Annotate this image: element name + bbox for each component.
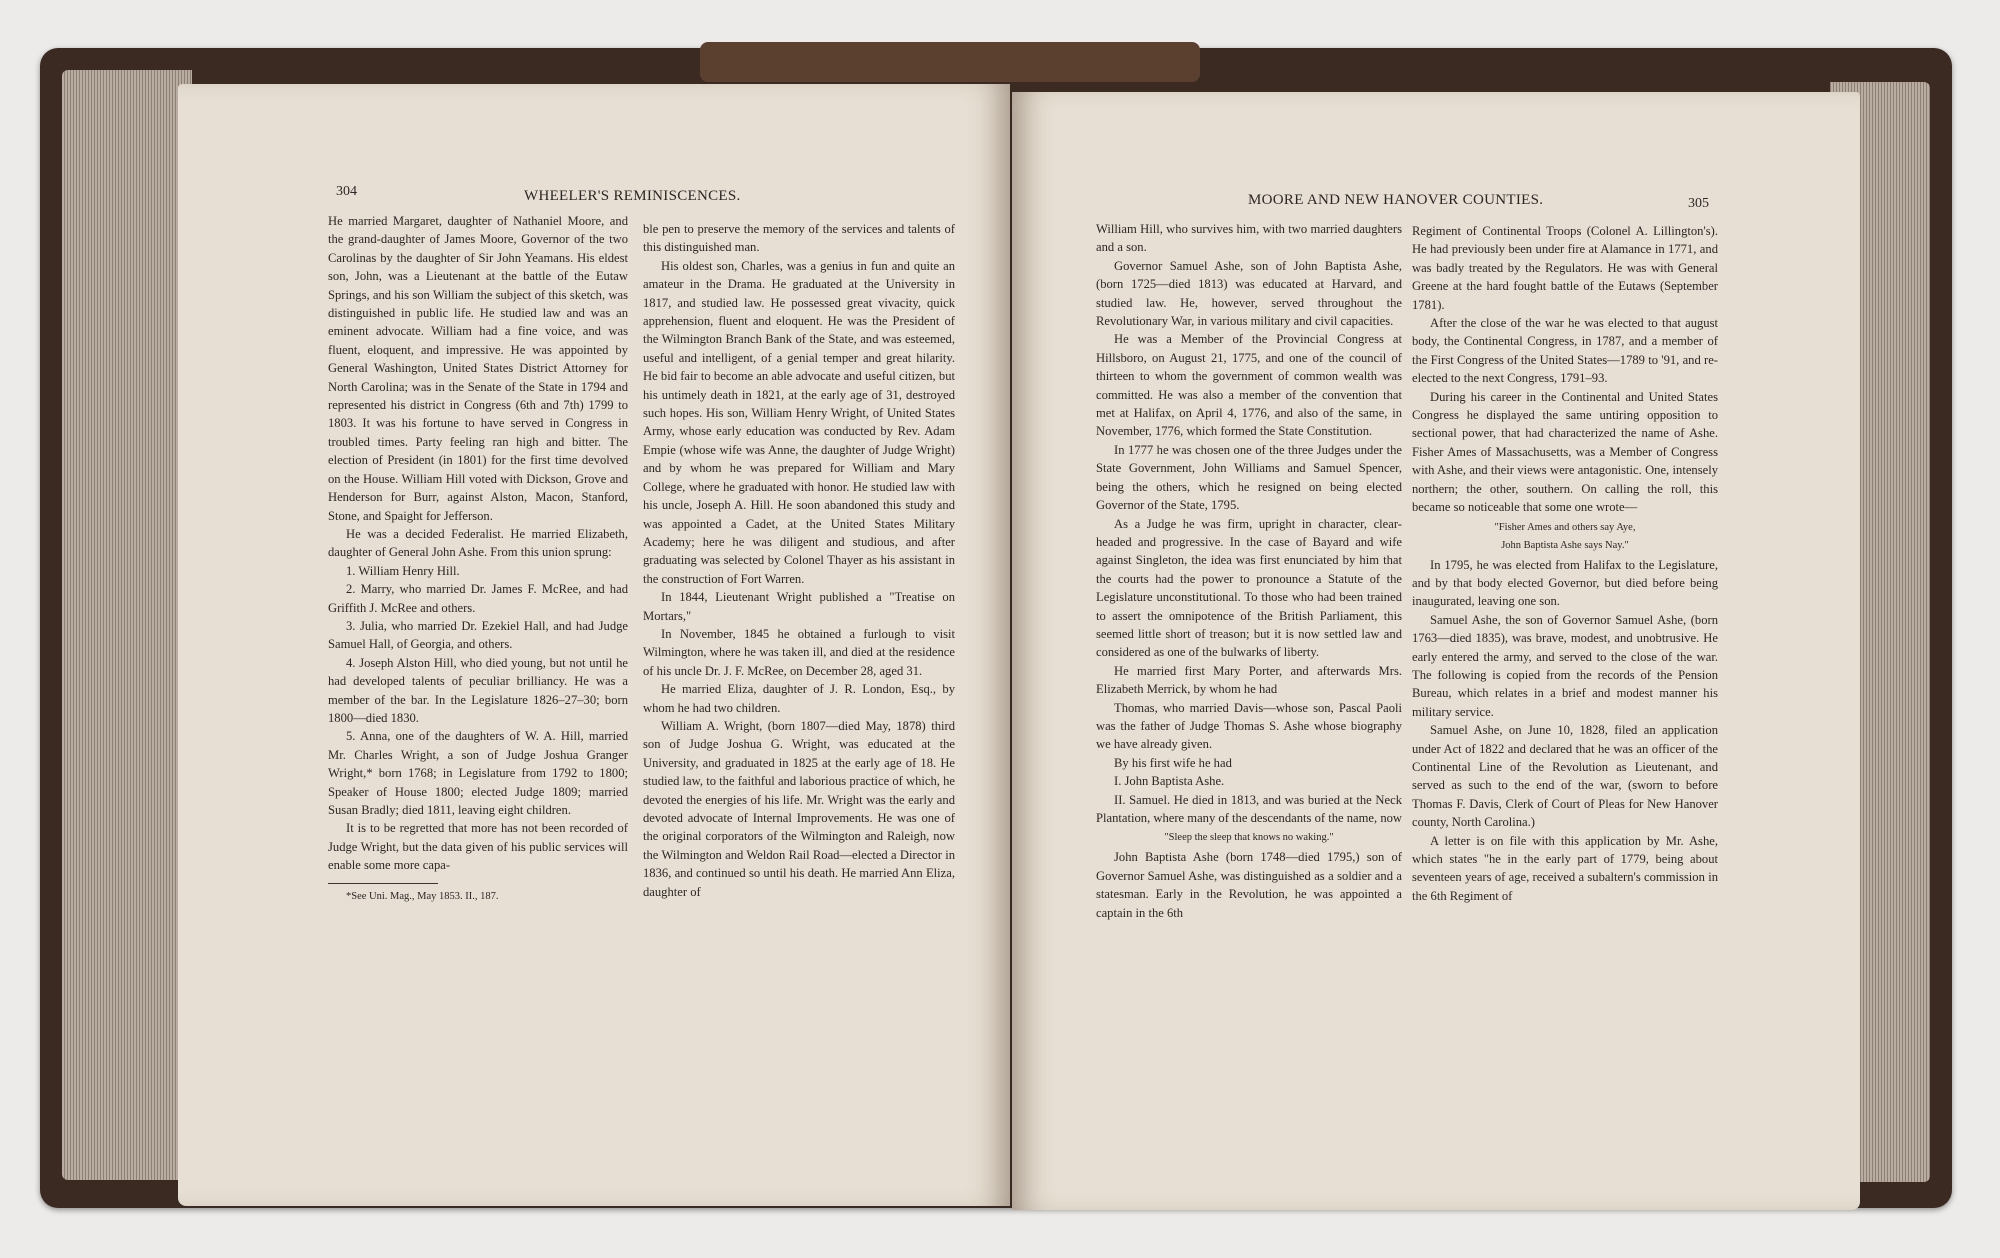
list-item: 1. William Henry Hill. [346, 563, 460, 578]
paragraph: William Hill, who survives him, with two married daughters and a son. [1096, 222, 1402, 255]
list-item: II. Samuel. He died in 1813, and was buried at the Neck Plantation, where many of the descendants of the name, now [1096, 792, 1403, 825]
paragraph: He was a Member of the Provincial Congress at Hillsboro, on August 21, 1775, and one of the council of thirteen to whom the government of common wealth was committed. He was also a member of the convention that met at Halifax, on April 4, 1776, and also of the same, in November, 1776, which formed the State Constitution. [1096, 332, 1402, 439]
left-column-1 [328, 212, 628, 906]
paragraph: In 1844, Lieutenant Wright published a "Treatise on Mortars," [643, 590, 955, 623]
paragraph: It is to be regretted that more has not been recorded of Judge Wright, but the data given of his public services will enable some more capa- [328, 821, 628, 873]
paragraph: Samuel Ashe, the son of Governor Samuel Ashe, (born 1763—died 1835), was brave, modest, and unobtrusive. He early entered the army, and served to the close of the war. The following is copied from the records of the Pension Bureau, which relates in a brief and modest manner his military service. [1412, 612, 1718, 719]
list-item: 2. Marry, who married Dr. James F. McRee, and had Griffith J. McRee and others. [328, 582, 628, 615]
left-running-head: WHEELER'S REMINISCENCES. [524, 188, 741, 204]
page-edges-left [62, 70, 192, 1180]
paragraph: In November, 1845 he obtained a furlough to visit Wilmington, where he was taken ill, and died at the residence of his uncle Dr. J. F. McRee, on December 28, aged 31. [643, 626, 955, 678]
paragraph: A letter is on file with this application by Mr. Ashe, which states "he in the early part of 1779, being about seventeen years of age, received a subaltern's commission in the 6th Regiment of [1412, 833, 1718, 903]
paragraph: In 1777 he was chosen one of the three Judges under the State Government, John Williams and Samuel Spencer, being the others, which he resigned on being elected Governor of the State, 1795. [1096, 442, 1402, 513]
right-column-2 [1412, 222, 1718, 905]
right-page [1012, 92, 1860, 1210]
paragraph: He married first Mary Porter, and afterwards Mrs. Elizabeth Merrick, by whom he had [1096, 663, 1402, 697]
verse-line: "Fisher Ames and others say Aye, [1494, 521, 1636, 533]
book-spine [700, 42, 1200, 82]
right-page-number: 305 [1688, 196, 1709, 211]
right-column-1 [1096, 220, 1402, 922]
left-page [178, 84, 1010, 1206]
paragraph: Samuel Ashe, on June 10, 1828, filed an application under Act of 1822 and declared that he was an officer of the Continental Line of the Revolution as Lieutenant, and served as such to the end of the war, (sworn to before Thomas F. Davis, Clerk of Court of Pleas for New Hanover county, North Carolina.) [1412, 723, 1718, 830]
paragraph: He was a decided Federalist. He married Elizabeth, daughter of General John Ashe. From this union sprung: [328, 526, 628, 560]
paragraph: He married Eliza, daughter of J. R. London, Esq., by whom he had two children. [643, 682, 955, 715]
footnote: *See Uni. Mag., May 1853. II., 187. [346, 890, 499, 902]
list-item: 4. Joseph Alston Hill, who died young, but not until he had developed talents of peculiar brilliancy. He was a member of the bar. In the Legislature 1826–27–30; born 1800—died 1830. [328, 655, 628, 725]
left-column-2 [643, 220, 955, 901]
paragraph: Governor Samuel Ashe, son of John Baptista Ashe, (born 1725—died 1813) was educated at Harvard, and studied law. He, however, served throughout the Revolutionary War, in various military and civil capacities. [1096, 258, 1402, 329]
paragraph: In 1795, he was elected from Halifax to the Legislature, and by that body elected Governor, but died before being inaugurated, leaving one son. [1412, 557, 1718, 609]
left-page-number: 304 [336, 184, 357, 199]
paragraph: As a Judge he was firm, upright in character, clear-headed and progressive. In the case of Bayard and wife against Singleton, the idea was first enunciated by him that the courts had the power to pronounce a Statute of the Legislature unconstitutional. To those who had been trained to assert the omnipotence of the British Parliament, this seemed little short of treason; but it is now settled law and considered as one of the bulwarks of liberty. [1096, 516, 1402, 660]
paragraph: After the close of the war he was elected to that august body, the Continental Congress, in 1787, and a member of the First Congress of the United States—1789 to '91, and re-elected to the next Congress, 1791–93. [1412, 316, 1718, 386]
paragraph: He married Margaret, daughter of Nathaniel Moore, and the grand-daughter of James Moore, Governor of the two Carolinas by the daughter of Sir John Yeamans. His eldest son, John, was a Lieutenant at the battle of the Eutaw Springs, and his son William the subject of this sketch, was distinguished in public life. He studied law and was an eminent advocate. William had a fine voice, and was fluent, eloquent, and impressive. He was appointed by General Washington, United States District Attorney for North Carolina; was in the Senate of the State in 1794 and represented his district in Congress (6th and 7th) 1799 to 1803. It was his fortune to have served in Congress in troubled times. Party feeling ran high and bitter. The election of President (in 1801) for the first time devolved on the House. William Hill voted with Dickson, Grove and Henderson for Burr, against Alston, Macon, Stanford, Stone, and Spaight for Jefferson. [328, 214, 628, 523]
quotation: "Sleep the sleep that knows no waking." [1164, 832, 1334, 844]
paragraph: During his career in the Continental and United States Congress he displayed the same untiring opposition to sectional power, that had characterized the name of Ashe. Fisher Ames of Massachusetts, was a Member of Congress with Ashe, and their views were antagonistic. One, intensely northern; the other, southern. On calling the roll, this became so noticeable that some one wrote— [1412, 389, 1718, 515]
paragraph: Regiment of Continental Troops (Colonel A. Lillington's). He had previously been under fire at Alamance in 1771, and was badly treated by the Regulators. He was with General Greene at the hard fought battle of the Eutaws (September 1781). [1412, 224, 1718, 312]
right-running-head: MOORE AND NEW HANOVER COUNTIES. [1248, 192, 1544, 208]
list-item: I. John Baptista Ashe. [1114, 774, 1225, 789]
paragraph: By his first wife he had [1114, 755, 1232, 770]
paragraph: Thomas, who married Davis—whose son, Pascal Paoli was the father of Judge Thomas S. Ashe whose biography we have already given. [1096, 700, 1402, 752]
list-item: 5. Anna, one of the daughters of W. A. Hill, married Mr. Charles Wright, a son of Judge Joshua Granger Wright,* born 1768; in Legislature from 1792 to 1800; Speaker of House 1800; elected Judge 1809; married Susan Bradly; died 1811, leaving eight children. [328, 729, 628, 817]
paragraph: ble pen to preserve the memory of the services and talents of this distinguished man. [643, 222, 955, 255]
paragraph: His oldest son, Charles, was a genius in fun and quite an amateur in the Drama. He graduated at the University in 1817, and studied law. He possessed great vivacity, quick apprehension, fluent and eloquent. He was the President of the Wilmington Branch Bank of the State, and was esteemed, useful and intelligent, of a genial temper and great hilarity. He bid fair to become an able advocate and useful citizen, but his untimely death in 1821, at the early age of 31, destroyed such hopes. His son, William Henry Wright, of United States Army, whose early education was conducted by Rev. Adam Empie (whose wife was Anne, the daughter of Judge Wright) and by whom he was prepared for William and Mary College, where he graduated with honor. He studied law with his uncle, Joseph A. Hill. He soon abandoned this study and was appointed a Cadet, at the United States Military Academy; here he was diligent and studious, and after graduating was selected by Colonel Thayer as his assistant in the construction of Fort Warren. [643, 258, 955, 586]
paragraph: William A. Wright, (born 1807—died May, 1878) third son of Judge Joshua G. Wright, was educated at the University, and graduated in 1825 at the early age of 18. He studied law, to the faithful and laborious practice of which, he devoted the energies of his life. Mr. Wright was the early and devoted advocate of Internal Improvements. He was one of the original corporators of the Wilmington and Raleigh, now the Wilmington and Weldon Rail Road—elected a Director in 1836, and continued so until his death. He married Ann Eliza, daughter of [643, 718, 955, 899]
footnote-rule [328, 883, 438, 884]
paragraph: John Baptista Ashe (born 1748—died 1795,) son of Governor Samuel Ashe, was distinguished as a soldier and a statesman. Early in the Revolution, he was appointed a captain in the 6th [1096, 850, 1402, 920]
list-item: 3. Julia, who married Dr. Ezekiel Hall, and had Judge Samuel Hall, of Georgia, and others. [328, 618, 628, 652]
verse-line: John Baptista Ashe says Nay." [1501, 539, 1629, 551]
